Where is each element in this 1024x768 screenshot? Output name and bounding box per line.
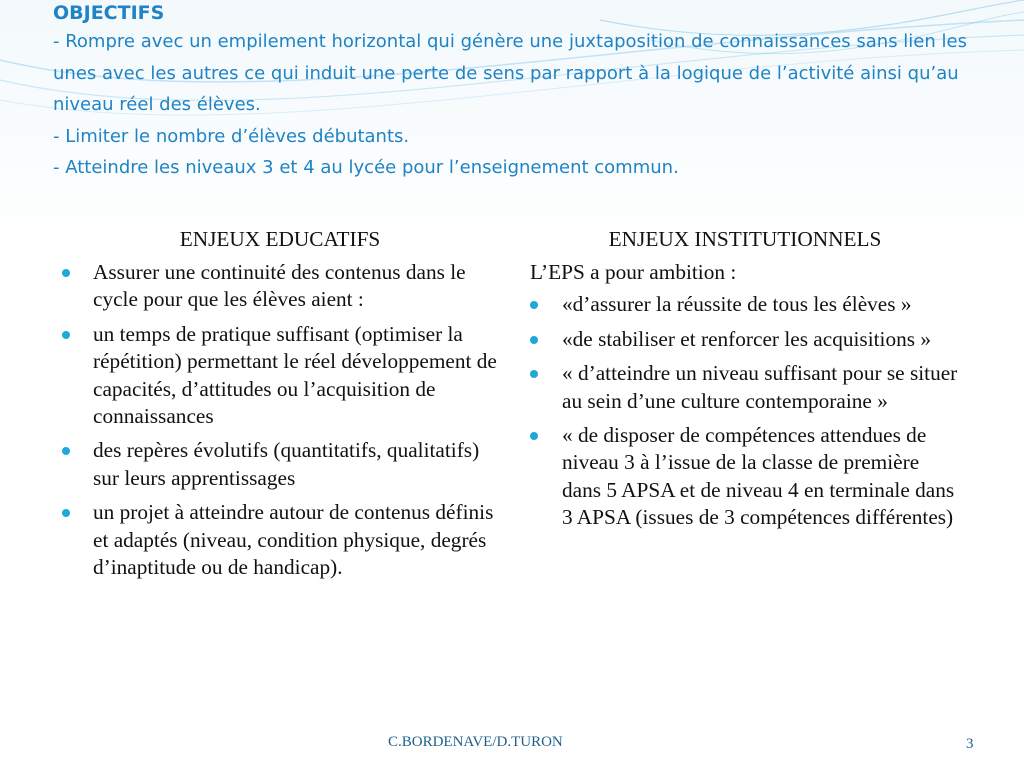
enjeux-institutionnels-heading: ENJEUX INSTITUTIONNELS [608,227,882,251]
enjeux-educatifs-list [62,259,498,581]
footer-author: C.BORDENAVE/D.TURON [388,734,563,750]
bullet-icon [530,336,538,344]
bullet-icon [62,509,70,517]
objectifs-block [53,0,983,184]
bullet-icon [62,447,70,455]
enjeux-institutionnels-intro: L’EPS a pour ambition : [530,260,737,284]
list-item: un temps de pratique suffisant (optimiser la répétition) permettant le réel développement de capacités, d’attitudes ou l’acquisition de connaissances [62,321,498,431]
list-item: un projet à atteindre autour de contenus définis et adaptés (niveau, condition physique, degrés d’inaptitude ou de handicap). [62,499,498,581]
enjeux-institutionnels-column [530,226,960,539]
bullet-icon [62,269,70,277]
page-number: 3 [966,736,974,752]
list-item: des repères évolutifs (quantitatifs, qualitatifs) sur leurs apprentissages [62,437,498,492]
enjeux-institutionnels-list [530,291,960,531]
bullet-icon [62,331,70,339]
objectifs-line-1: - Rompre avec un empilement horizontal qui génère une juxtaposition de connaissances sans lien les unes avec les autres ce qui induit une perte de sens par rapport à la logique de l’activité ainsi qu’au niveau réel des élèves. [53,31,967,115]
enjeux-educatifs-heading: ENJEUX EDUCATIFS [179,227,381,251]
list-item: Assurer une continuité des contenus dans le cycle pour que les élèves aient : [62,259,498,314]
bullet-icon [530,301,538,309]
list-item: « de disposer de compétences attendues de niveau 3 à l’issue de la classe de première dans 5 APSA et de niveau 4 en terminale dans 3 APSA (issues de 3 compétences différentes) [530,422,960,532]
list-item: «de stabiliser et renforcer les acquisitions » [530,326,960,353]
objectifs-heading: OBJECTIFS [53,2,165,24]
objectifs-line-2: - Limiter le nombre d’élèves débutants. [53,125,410,147]
list-item: « d’atteindre un niveau suffisant pour se situer au sein d’une culture contemporaine » [530,360,960,415]
list-item: «d’assurer la réussite de tous les élèves » [530,291,960,318]
enjeux-educatifs-column [62,226,498,588]
bullet-icon [530,370,538,378]
bullet-icon [530,432,538,440]
objectifs-line-3: - Atteindre les niveaux 3 et 4 au lycée pour l’enseignement commun. [53,157,679,178]
